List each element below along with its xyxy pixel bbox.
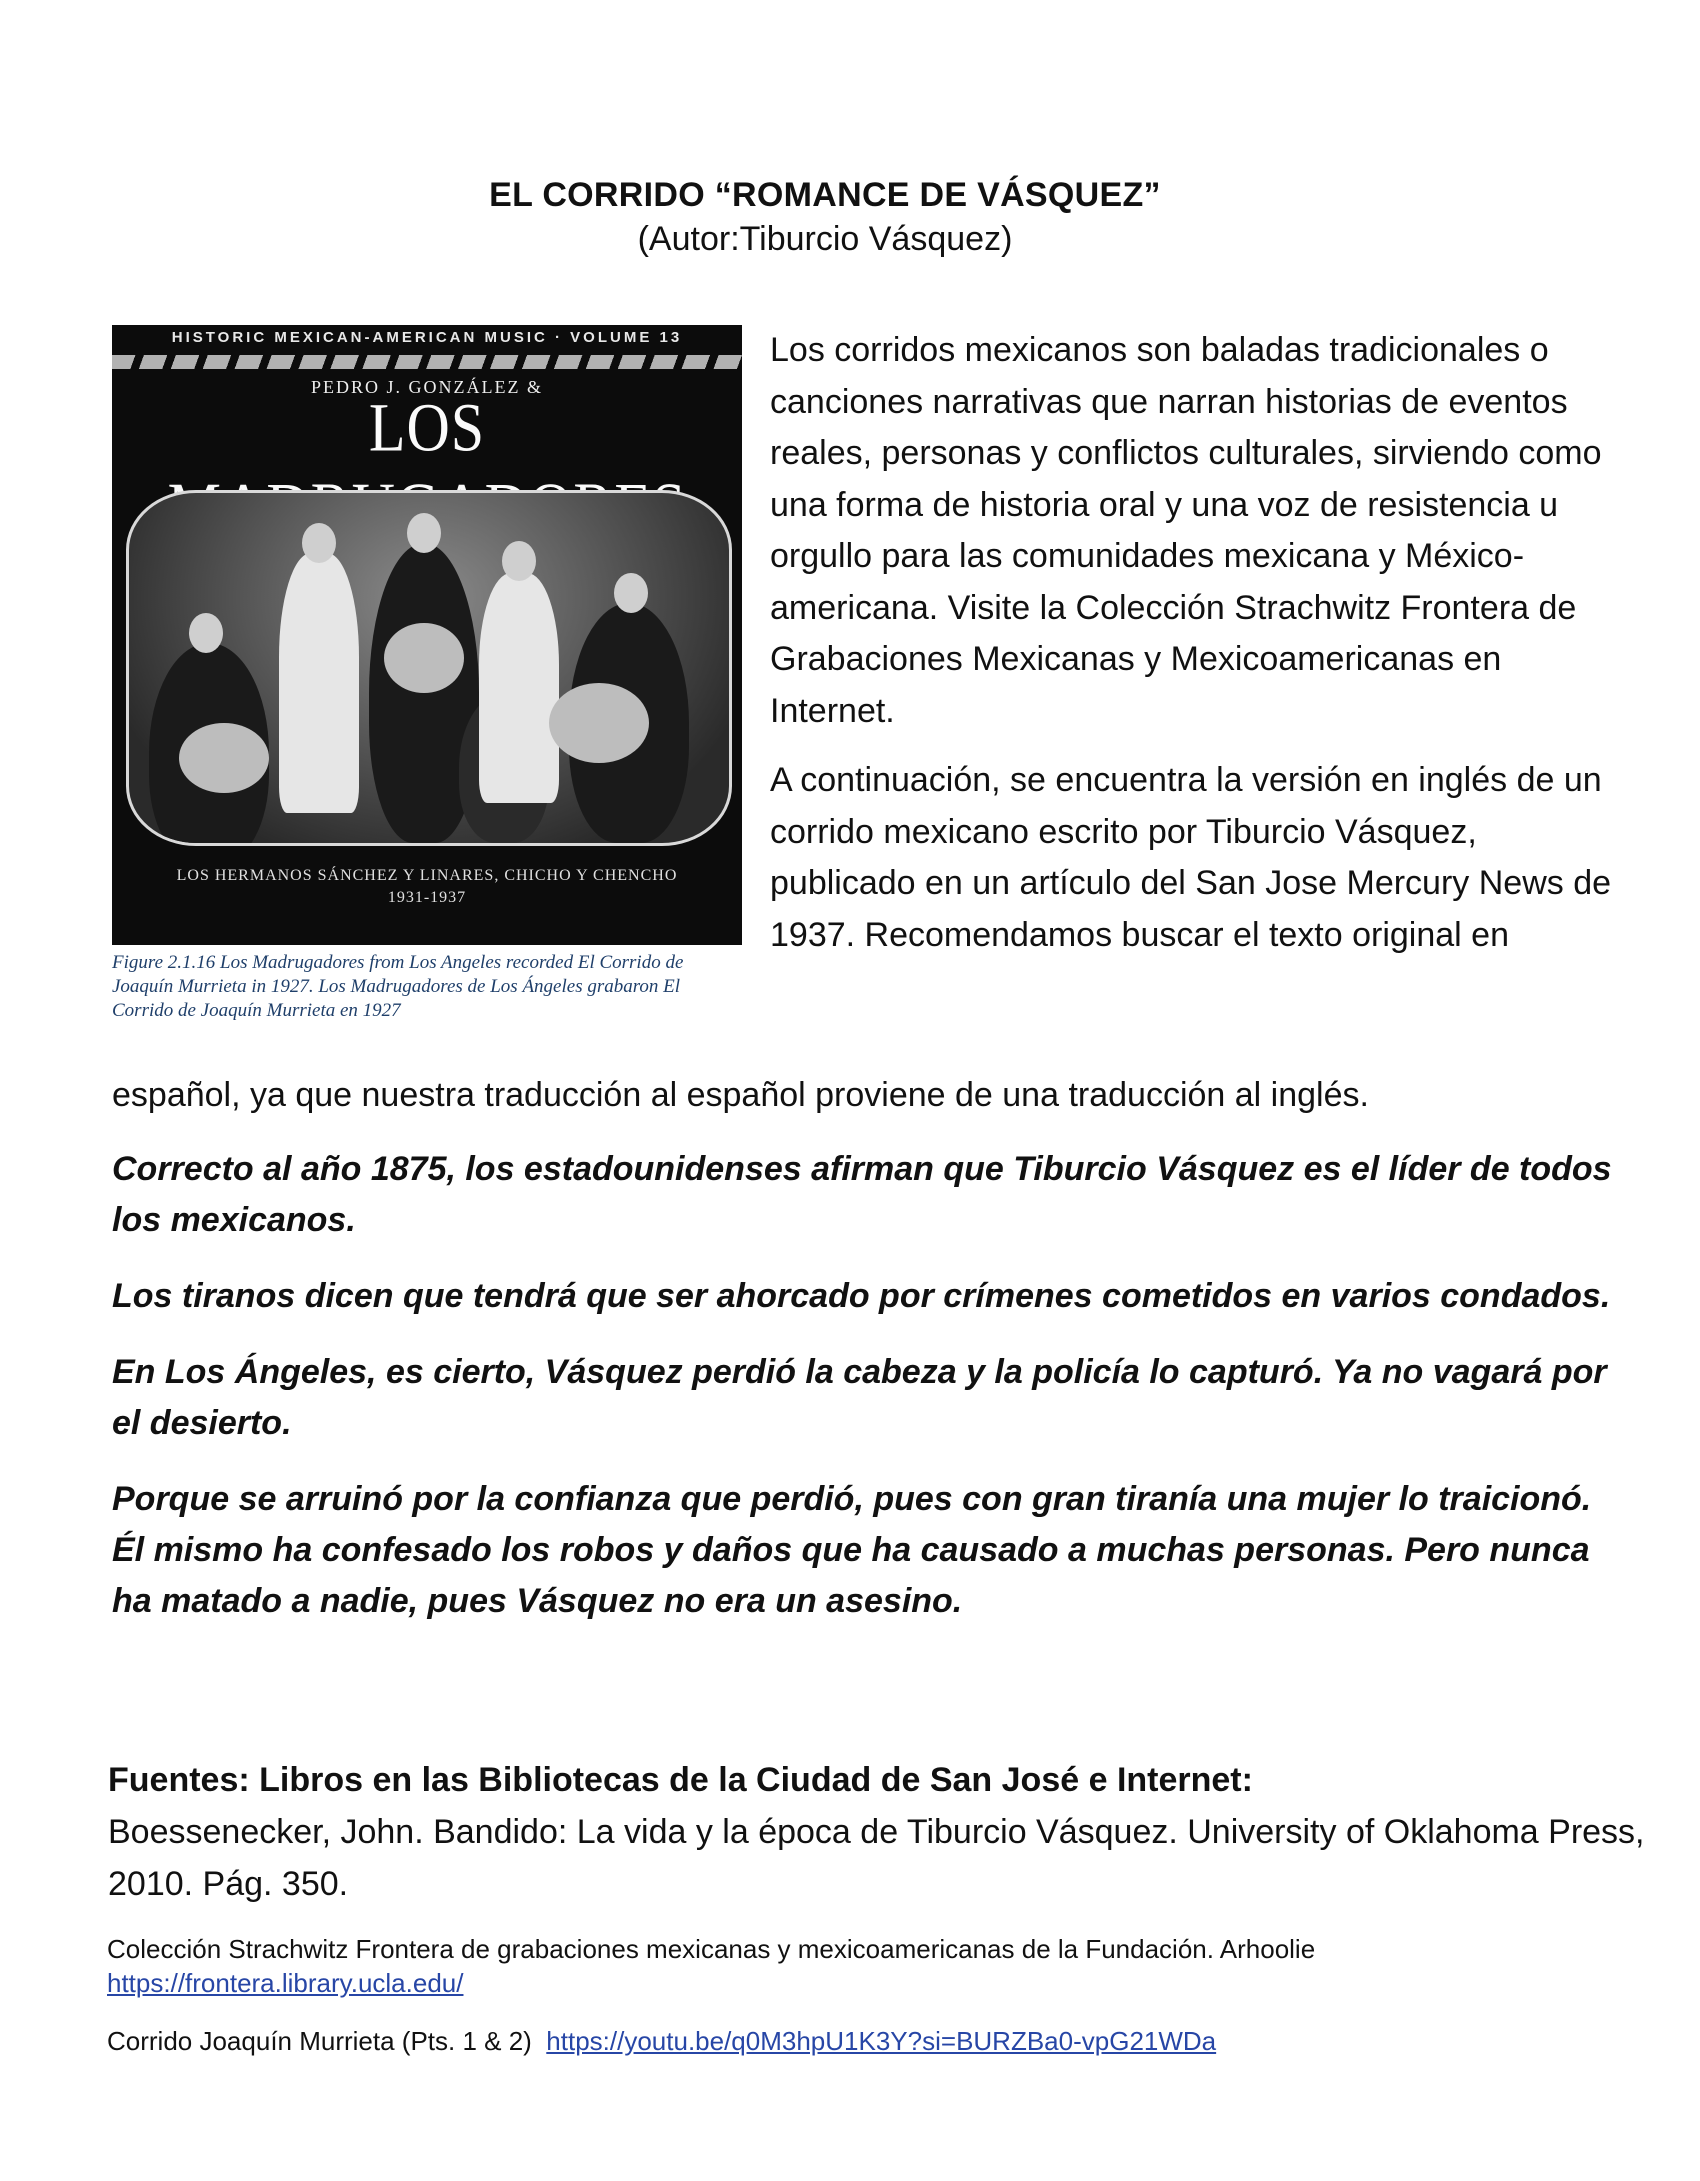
cover-decorative-stripe xyxy=(112,355,742,369)
figure-caption: Figure 2.1.16 Los Madrugadores from Los Angeles recorded El Corrido de Joaquín Murrieta in 1927. Los Madrugadores de Los Ángeles grabaron El Corrido de Joaquín Murrieta en 1927 xyxy=(112,952,684,1021)
youtube-link[interactable]: https://youtu.be/q0M3hpU1K3Y?si=BURZBa0-vpG21WDa xyxy=(546,2026,1217,2056)
frontera-link[interactable]: https://frontera.library.ucla.edu/ xyxy=(107,1968,464,1998)
album-cover-image xyxy=(112,325,742,945)
video-reference xyxy=(107,2024,1647,2058)
page-subtitle: (Autor:Tiburcio Vásquez) xyxy=(637,220,1013,258)
page-title: EL CORRIDO “ROMANCE DE VÁSQUEZ” xyxy=(489,176,1161,214)
collection-reference xyxy=(107,1932,1647,2000)
verse-2: Los tiranos dicen que tendrá que ser ahorcado por crímenes cometidos en varios condados. xyxy=(112,1277,1611,1315)
cover-credits xyxy=(112,865,742,909)
intro-paragraph-1: Los corridos mexicanos son baladas tradicionales o canciones narrativas que narran historias de eventos reales, personas y conflictos culturales, sirviendo como una forma de historia oral y una voz de resistencia u orgullo para las comunidades mexicana y México- americana. Visite la Colección Strachwitz Frontera de Grabaciones Mexicanas y Mexicoamericanas en Internet. xyxy=(770,331,1602,730)
corrido-verses xyxy=(112,1144,1632,1652)
cover-series-label: HISTORIC MEXICAN-AMERICAN MUSIC · VOLUME 13 xyxy=(171,329,683,346)
sources-section xyxy=(108,1754,1648,1910)
cover-artist-label: PEDRO J. GONZÁLEZ & xyxy=(311,377,543,397)
sources-heading: Fuentes: Libros en las Bibliotecas de la Ciudad de San José e Internet: xyxy=(108,1761,1253,1799)
intro-paragraph-2-continuation: español, ya que nuestra traducción al español proviene de una traducción al inglés. xyxy=(112,1076,1369,1114)
cover-band-name: LOS xyxy=(368,389,486,466)
video-text: Corrido Joaquín Murrieta (Pts. 1 & 2) xyxy=(107,2026,532,2056)
cover-credits-line1: LOS HERMANOS SÁNCHEZ Y LINARES, CHICHO Y CHENCHO xyxy=(176,867,678,884)
verse-1: Correcto al año 1875, los estadounidenses afirman que Tiburcio Vásquez es el líder de todos los mexicanos. xyxy=(112,1150,1612,1239)
collection-text: Colección Strachwitz Frontera de grabaciones mexicanas y mexicoamericanas de la Fundación. Arhoolie xyxy=(107,1934,1316,1964)
intro-paragraph-2: A continuación, se encuentra la versión en inglés de un corrido mexicano escrito por Tiburcio Vásquez, publicado en un artículo del San Jose Mercury News de 1937. Recomendamos buscar el texto original en xyxy=(770,761,1612,954)
sources-book: Boessenecker, John. Bandido: La vida y la época de Tiburcio Vásquez. University of Oklahoma Press, 2010. Pág. 350. xyxy=(108,1813,1645,1903)
verse-4: Porque se arruinó por la confianza que perdió, pues con gran tiranía una mujer lo traicionó. Él mismo ha confesado los robos y daños que ha causado a muchas personas. Pero nunca ha matado a nadie, pues Vásquez no era un asesino. xyxy=(112,1480,1592,1620)
band-photo xyxy=(126,490,732,846)
verse-3: En Los Ángeles, es cierto, Vásquez perdió la cabeza y la policía lo capturó. Ya no vagará por el desierto. xyxy=(112,1353,1607,1442)
intro-text xyxy=(770,325,1630,961)
cover-credits-line2: 1931-1937 xyxy=(387,889,467,906)
